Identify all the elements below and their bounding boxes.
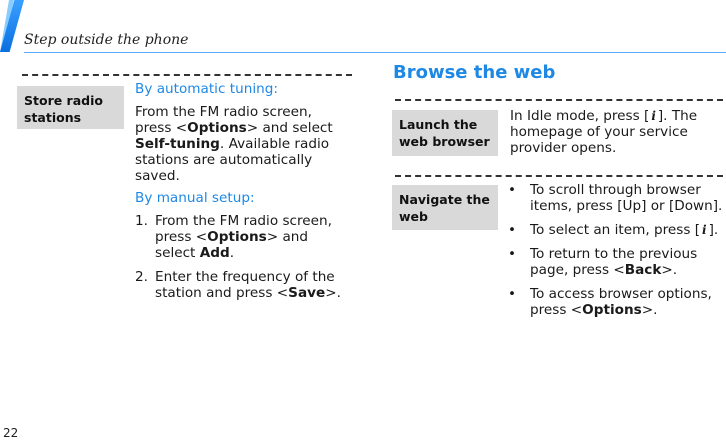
bullet-icon: • bbox=[508, 182, 517, 198]
bullet-icon: • bbox=[508, 286, 517, 302]
label-store-radio-stations: Store radio stations bbox=[17, 86, 124, 129]
page-number: 22 bbox=[3, 426, 19, 440]
list-item: • To select an item, press [ i ]. bbox=[508, 222, 719, 238]
step-number: 1. bbox=[135, 213, 148, 229]
navigation-key-icon: i bbox=[651, 109, 656, 123]
bullet-icon: • bbox=[508, 222, 517, 238]
navigate-bullet-list bbox=[508, 182, 726, 326]
divider-right-mid bbox=[395, 175, 723, 177]
label-navigate-web: Navigate the web bbox=[392, 185, 498, 230]
manual-step-2: 2. Enter the frequency of the station and press <Save>. bbox=[135, 269, 341, 301]
divider-right-top bbox=[395, 99, 723, 101]
manual-step-1: 1. From the FM radio screen, press <Options> and select Add. bbox=[135, 213, 332, 261]
section-title: Browse the web bbox=[393, 62, 556, 83]
divider-left-top bbox=[22, 74, 352, 76]
auto-tuning-text: From the FM radio screen, press <Options> and select Self-tuning. Available radio stations are automatically saved. bbox=[135, 104, 333, 184]
label-launch-web-browser: Launch the web browser bbox=[392, 110, 498, 156]
list-item: • To return to the previous page, press <Back>. bbox=[508, 246, 698, 278]
list-item: • To access browser options, press <Options>. bbox=[508, 286, 712, 318]
bullet-icon: • bbox=[508, 246, 517, 262]
auto-tuning-heading: By automatic tuning: bbox=[135, 81, 278, 97]
manual-setup-heading: By manual setup: bbox=[135, 190, 255, 206]
navigation-key-icon: i bbox=[702, 223, 707, 237]
list-item: • To scroll through browser items, press [Up] or [Down]. bbox=[508, 182, 723, 214]
launch-browser-text: In Idle mode, press [ i ]. The homepage of your service provider opens. bbox=[510, 108, 698, 156]
header-title: Step outside the phone bbox=[24, 32, 189, 48]
step-number: 2. bbox=[135, 269, 148, 285]
header-rule bbox=[24, 52, 726, 53]
